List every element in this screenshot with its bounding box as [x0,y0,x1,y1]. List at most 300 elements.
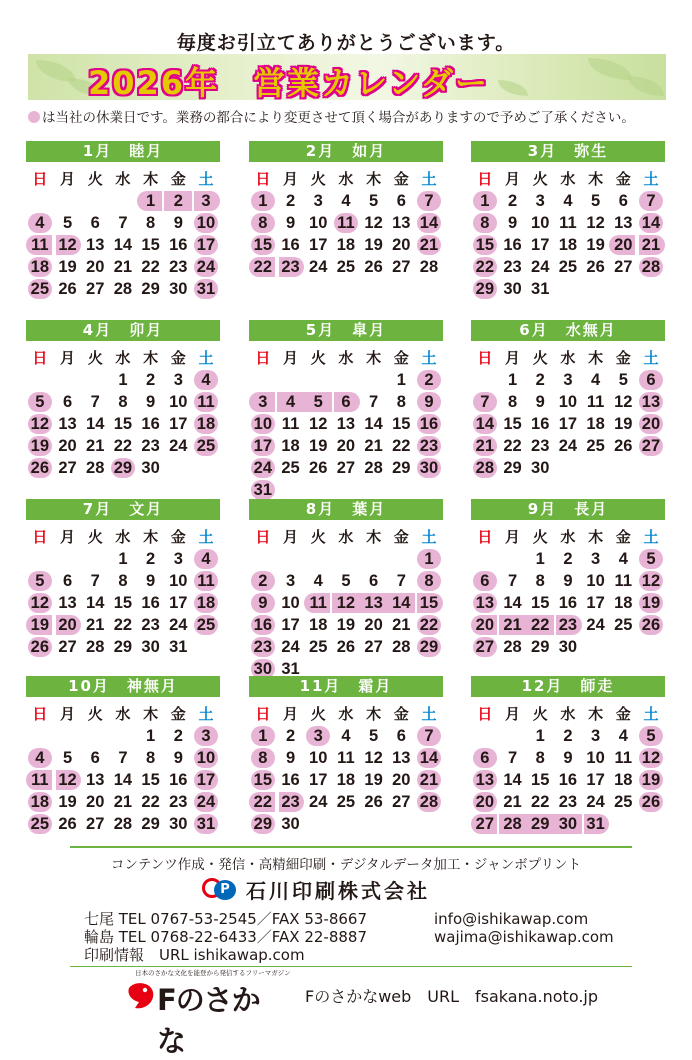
holiday-day: 30 [249,658,277,680]
holiday-day: 12 [26,413,54,435]
month-12 [471,676,665,835]
holiday-day: 23 [554,614,582,636]
day: 30 [503,280,522,298]
weekday-label: 月 [505,528,521,546]
month-days [249,347,443,501]
weekday-label: 水 [560,170,576,188]
holiday-day: 19 [26,614,54,636]
day: 9 [535,393,545,411]
day: 13 [392,214,411,232]
weekday-label: 水 [338,170,354,188]
day: 25 [336,258,356,276]
day: 19 [309,437,328,455]
holiday-day: 7 [415,725,443,747]
day: 4 [341,192,351,210]
day: 28 [503,638,522,656]
month-header: 3月 弥生 [471,141,665,162]
day: 17 [169,594,188,612]
day: 9 [146,572,156,590]
day: 27 [86,815,105,833]
day: 8 [118,572,128,590]
holiday-day: 5 [637,725,665,747]
day: 2 [507,192,518,210]
weekday-label: 月 [283,705,299,723]
weekday-label: 水 [115,170,131,188]
day: 22 [531,793,550,811]
empty-cell [26,725,54,747]
day: 21 [86,437,105,455]
holiday-day: 24 [192,256,220,278]
day: 3 [535,192,545,210]
holiday-day: 12 [54,769,82,791]
day: 4 [313,572,323,590]
day: 27 [614,258,633,276]
day: 20 [86,793,105,811]
day: 12 [364,749,383,767]
month-days [249,168,443,278]
company-name: 石川印刷株式会社 [246,878,430,903]
weekday-label: 日 [477,705,493,723]
day: 4 [591,371,601,389]
holiday-day: 12 [637,747,665,769]
holiday-day: 24 [249,457,277,479]
day: 28 [364,459,383,477]
day: 11 [614,572,632,590]
day: 23 [141,437,160,455]
fsakana-logo [125,968,291,1058]
holiday-day: 15 [249,234,277,256]
day: 7 [90,393,100,411]
day: 25 [558,258,578,276]
day: 21 [503,793,522,811]
day: 23 [141,616,160,634]
day: 8 [146,749,156,767]
day: 17 [586,771,605,789]
holiday-day: 26 [26,636,54,658]
day: 25 [309,638,328,656]
weekday-label: 水 [115,705,131,723]
weekday-label: 金 [615,349,631,367]
holiday-day: 21 [415,769,443,791]
day: 1 [396,371,406,389]
month-2 [249,141,443,278]
holiday-day: 2 [415,369,443,391]
empty-cell [304,548,332,570]
month-4 [26,320,220,479]
day: 16 [141,415,160,433]
day: 6 [90,214,100,232]
day: 22 [503,437,522,455]
weekday-label: 日 [255,528,271,546]
day: 21 [364,437,383,455]
month-header: 9月 長月 [471,499,665,520]
month-days [249,703,443,835]
day: 13 [392,749,411,767]
day: 1 [146,727,156,745]
day: 2 [535,371,545,389]
day: 15 [531,771,550,789]
holiday-day: 17 [192,234,220,256]
day: 3 [591,727,601,745]
day: 3 [313,192,323,210]
day: 1 [535,727,545,745]
day: 10 [309,214,328,232]
empty-cell [109,725,137,747]
day: 6 [62,393,73,411]
day: 5 [369,192,379,210]
holiday-day: 26 [637,614,665,636]
day: 13 [336,415,356,433]
day: 10 [169,572,188,590]
month-7 [26,499,220,658]
day: 17 [558,415,578,433]
fish-icon [125,978,157,1012]
divider [70,966,632,967]
day: 3 [591,550,601,568]
weekday-label: 日 [32,705,48,723]
day: 23 [503,258,522,276]
day: 24 [558,437,578,455]
empty-cell [54,369,82,391]
empty-cell [387,548,415,570]
holiday-day: 16 [415,413,443,435]
day: 5 [591,192,601,210]
empty-cell [471,725,499,747]
holiday-day: 4 [26,747,54,769]
holiday-day: 10 [192,747,220,769]
day: 3 [173,371,183,389]
day: 17 [169,415,188,433]
weekday-label: 月 [60,170,76,188]
holiday-day: 11 [192,570,220,592]
holiday-day: 13 [471,592,499,614]
day: 14 [503,771,522,789]
month-5 [249,320,443,501]
day: 24 [309,258,328,276]
holiday-day: 3 [192,190,220,212]
empty-cell [277,369,305,391]
month-10 [26,676,220,835]
company-url[interactable]: 印刷情報 URL ishikawap.com [84,946,305,964]
weekday-label: 月 [505,170,521,188]
holiday-day: 25 [26,813,54,835]
empty-cell [277,548,305,570]
day: 31 [531,280,550,298]
holiday-day: 19 [637,769,665,791]
day: 13 [58,415,77,433]
holiday-day: 28 [499,813,527,835]
day: 6 [396,192,406,210]
holiday-day: 6 [637,369,665,391]
day: 9 [173,214,183,232]
holiday-day: 9 [415,391,443,413]
day: 18 [281,437,300,455]
fsakana-web[interactable]: Fのさかなweb URL fsakana.noto.jp [305,987,599,1006]
day: 30 [281,815,300,833]
day: 15 [113,594,133,612]
day: 19 [336,616,356,634]
holiday-day: 1 [249,725,277,747]
company-logo [200,876,430,902]
day: 12 [364,214,383,232]
day: 1 [118,550,128,568]
day: 4 [618,727,628,745]
weekday-label: 火 [87,349,103,367]
nanao-contact: 七尾 TEL 0767-53-2545／FAX 53-8667 [84,910,368,928]
day: 8 [535,749,545,767]
day: 16 [141,594,160,612]
day: 8 [535,572,545,590]
holiday-day: 23 [277,791,305,813]
day: 8 [396,393,406,411]
month-days [471,526,665,658]
day: 23 [531,437,550,455]
day: 7 [396,572,406,590]
holiday-day: 1 [471,190,499,212]
holiday-day: 8 [249,212,277,234]
weekday-label: 土 [643,705,659,723]
weekday-label: 金 [170,528,186,546]
day: 26 [58,815,77,833]
email-nanao[interactable]: info@ishikawap.com [434,910,589,928]
calendar-title: 2026年 営業カレンダー [88,64,489,100]
day: 6 [62,572,73,590]
weekday-label: 木 [366,349,382,367]
day: 26 [58,280,77,298]
holiday-day: 12 [54,234,82,256]
day: 13 [614,214,633,232]
holiday-day: 27 [471,813,499,835]
day: 13 [86,236,105,254]
weekday-label: 月 [60,705,76,723]
weekday-label: 火 [532,349,548,367]
day: 15 [113,415,133,433]
weekday-label: 火 [532,528,548,546]
weekday-label: 金 [615,170,631,188]
weekday-label: 木 [588,528,604,546]
empty-cell [81,369,109,391]
day: 29 [141,815,160,833]
weekday-label: 土 [198,528,214,546]
weekday-label: 火 [87,170,103,188]
weekday-label: 日 [32,528,48,546]
day: 23 [169,793,188,811]
day: 29 [113,638,133,656]
holiday-day: 29 [415,636,443,658]
day: 7 [369,393,379,411]
day: 27 [364,638,383,656]
weekday-label: 土 [421,528,437,546]
holiday-day: 28 [415,791,443,813]
weekday-label: 水 [560,705,576,723]
day: 16 [503,236,522,254]
empty-cell [81,548,109,570]
day: 24 [531,258,550,276]
weekday-label: 土 [198,349,214,367]
empty-cell [249,369,277,391]
holiday-day: 23 [277,256,305,278]
holiday-day: 21 [637,234,665,256]
day: 24 [309,793,328,811]
day: 8 [507,393,518,411]
day: 16 [169,236,188,254]
day: 26 [364,258,383,276]
holiday-day: 8 [415,570,443,592]
day: 6 [396,727,406,745]
day: 29 [392,459,411,477]
month-1 [26,141,220,300]
day: 15 [531,594,550,612]
holiday-day: 14 [471,413,499,435]
empty-cell [26,548,54,570]
day: 9 [563,749,573,767]
day: 7 [507,572,518,590]
weekday-label: 水 [115,528,131,546]
day: 8 [146,214,156,232]
day: 22 [141,793,160,811]
holiday-day: 31 [582,813,610,835]
day: 9 [285,214,296,232]
holiday-day: 4 [26,212,54,234]
day: 27 [392,793,411,811]
holiday-day: 10 [192,212,220,234]
day: 30 [558,638,578,656]
month-days [471,347,665,479]
holiday-day: 7 [637,190,665,212]
day: 4 [341,727,351,745]
holiday-day: 25 [26,278,54,300]
holiday-day: 4 [192,369,220,391]
day: 31 [169,638,188,656]
weekday-label: 木 [366,170,382,188]
weekday-label: 土 [198,705,214,723]
weekday-label: 火 [310,705,326,723]
weekday-label: 月 [283,349,299,367]
day: 22 [392,437,411,455]
day: 30 [141,459,160,477]
weekday-label: 木 [588,349,604,367]
holiday-day: 18 [26,256,54,278]
weekday-label: 金 [393,170,409,188]
holiday-day: 27 [637,435,665,457]
holiday-day: 9 [249,592,277,614]
day: 14 [86,594,105,612]
holiday-day: 12 [332,592,360,614]
day: 19 [364,236,383,254]
day: 19 [586,236,605,254]
day: 26 [336,638,356,656]
day: 6 [90,749,100,767]
day: 5 [62,214,73,232]
holiday-day: 3 [192,725,220,747]
day: 2 [285,727,296,745]
weekday-label: 火 [310,349,326,367]
holiday-day: 11 [304,592,332,614]
day: 25 [281,459,300,477]
month-header: 6月 水無月 [471,320,665,341]
day: 18 [614,594,633,612]
day: 14 [364,415,383,433]
holiday-day: 21 [471,435,499,457]
day: 17 [309,236,328,254]
day: 18 [309,616,328,634]
day: 24 [169,437,188,455]
day: 13 [86,771,105,789]
holiday-day: 8 [249,747,277,769]
holiday-day: 14 [637,212,665,234]
holiday-day: 22 [415,614,443,636]
day: 30 [169,280,188,298]
day: 9 [563,572,573,590]
holiday-day: 5 [26,570,54,592]
day: 11 [281,415,300,433]
weekday-label: 火 [310,170,326,188]
holiday-day: 20 [471,791,499,813]
weekday-label: 木 [366,705,382,723]
day: 17 [309,771,328,789]
day: 2 [563,550,573,568]
weekday-label: 火 [310,528,326,546]
weekday-label: 金 [615,705,631,723]
weekday-label: 日 [477,170,493,188]
weekday-label: 土 [643,528,659,546]
holiday-day: 2 [164,190,192,212]
weekday-label: 日 [255,349,271,367]
day: 17 [586,594,605,612]
weekday-label: 日 [477,349,493,367]
day: 10 [169,393,188,411]
day: 19 [58,793,77,811]
day: 9 [507,214,518,232]
month-6 [471,320,665,479]
day: 22 [141,258,160,276]
day: 1 [535,550,545,568]
empty-cell [499,725,527,747]
day: 16 [558,594,578,612]
day: 29 [141,280,160,298]
day: 21 [86,616,105,634]
day: 10 [531,214,550,232]
day: 11 [614,749,632,767]
day: 5 [341,572,351,590]
weekday-label: 金 [170,170,186,188]
fsakana-tagline: 日本のさかな文化を能登から発信するフリーマガジン [135,969,291,977]
day: 18 [614,771,633,789]
weekday-label: 月 [60,528,76,546]
empty-cell [360,369,388,391]
holiday-day: 10 [249,413,277,435]
day: 6 [618,192,628,210]
day: 23 [169,258,188,276]
day: 28 [86,459,105,477]
day: 3 [285,572,296,590]
holiday-day: 29 [526,813,554,835]
day: 17 [531,236,550,254]
tagline: 毎度お引立てありがとうございます。 [176,32,516,54]
month-11 [249,676,443,835]
holiday-day: 31 [249,479,277,501]
email-wajima[interactable]: wajima@ishikawap.com [434,928,614,946]
holiday-day: 13 [637,391,665,413]
day: 12 [309,415,328,433]
holiday-day: 22 [471,256,499,278]
weekday-label: 木 [588,705,604,723]
weekday-label: 水 [338,705,354,723]
month-days [26,526,220,658]
month-days [471,703,665,835]
month-header: 2月 如月 [249,141,443,162]
empty-cell [249,548,277,570]
